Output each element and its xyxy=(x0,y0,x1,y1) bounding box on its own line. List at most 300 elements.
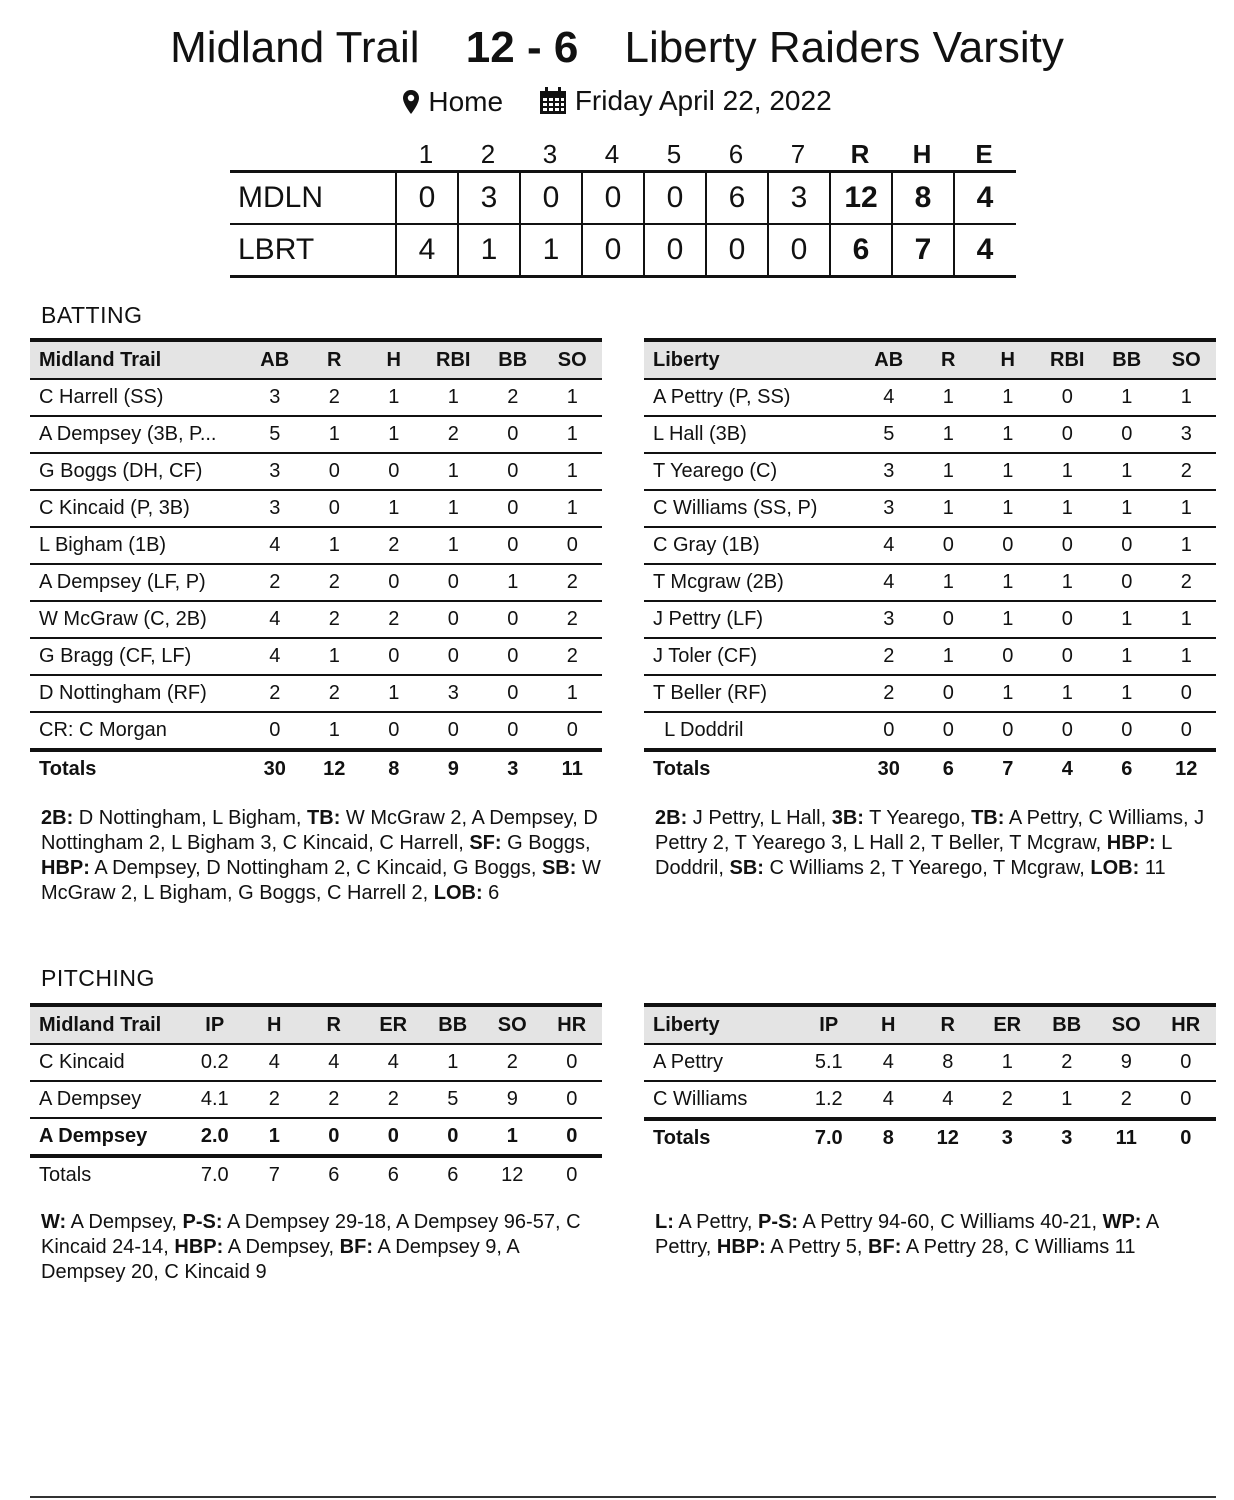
stat-value: 0 xyxy=(328,1125,340,1147)
table-row xyxy=(644,639,1216,676)
stat-value: 1 xyxy=(328,423,340,445)
stat-value: 6 xyxy=(942,758,954,780)
batting-table-liberty xyxy=(644,338,1216,787)
column-header: BB xyxy=(1052,1013,1082,1036)
stat-value: 1 xyxy=(1061,1088,1073,1110)
stat-value: 1 xyxy=(942,497,954,519)
stat-value: 5.1 xyxy=(814,1051,843,1073)
stat-value: 3 xyxy=(269,460,281,482)
inning-score: 6 xyxy=(705,173,767,223)
column-header: IP xyxy=(819,1013,839,1036)
stat-value: 4 xyxy=(269,645,281,667)
stat-value: 0 xyxy=(1002,645,1014,667)
note-label: P-S: xyxy=(182,1211,223,1233)
total-runs: 6 xyxy=(829,225,891,275)
player-name: A Dempsey (3B, P... xyxy=(39,423,217,445)
stat-value: 1 xyxy=(1002,571,1014,593)
note-text: A Pettry, xyxy=(655,1211,1159,1258)
note-label: 2B: xyxy=(655,807,688,829)
stat-value: 5 xyxy=(447,1088,459,1110)
table-row xyxy=(30,528,602,565)
batting-notes-midland xyxy=(41,806,601,906)
stat-value: 5 xyxy=(269,423,281,445)
note-text: A Pettry, xyxy=(673,1211,759,1233)
totals-row xyxy=(644,1121,1216,1156)
stat-value: 30 xyxy=(263,758,286,780)
stat-value: 12 xyxy=(323,758,346,780)
stat-value: 4 xyxy=(387,1051,399,1073)
column-header: H xyxy=(1000,348,1015,371)
inning-header: 4 xyxy=(604,139,620,169)
stat-value: 1 xyxy=(566,460,578,482)
stat-value: 9 xyxy=(1120,1051,1132,1073)
team-abbr: MDLN xyxy=(238,181,324,214)
stat-value: 1 xyxy=(388,423,400,445)
stat-value: 2 xyxy=(1061,1051,1073,1073)
stat-value: 0 xyxy=(269,719,281,741)
inning-score: 0 xyxy=(581,225,643,275)
errors-header: E xyxy=(975,139,993,169)
inning-score: 0 xyxy=(705,225,767,275)
stat-value: 0 xyxy=(1061,386,1073,408)
stat-value: 0 xyxy=(507,719,519,741)
team-name-header: Midland Trail xyxy=(39,1013,162,1036)
player-name: D Nottingham (RF) xyxy=(39,682,207,704)
player-name: J Toler (CF) xyxy=(653,645,758,667)
column-header: RBI xyxy=(1050,348,1085,371)
total-errors: 4 xyxy=(953,173,1015,223)
player-name: A Dempsey (LF, P) xyxy=(39,571,206,593)
stat-value: 0 xyxy=(1121,571,1133,593)
note-label: TB: xyxy=(971,807,1005,829)
totals-label: Totals xyxy=(653,758,711,780)
stat-value: 1 xyxy=(1002,608,1014,630)
stat-value: 4 xyxy=(269,608,281,630)
note-text: A Pettry 94-60, C Williams 40-21, xyxy=(798,1211,1103,1233)
stat-value: 1 xyxy=(566,386,578,408)
stat-value: 8 xyxy=(942,1051,954,1073)
inning-score: 0 xyxy=(643,225,705,275)
table-header xyxy=(30,338,602,380)
table-row xyxy=(644,491,1216,528)
stat-value: 3 xyxy=(883,608,895,630)
hits-header: H xyxy=(912,139,932,169)
stat-value: 3 xyxy=(1180,423,1192,445)
stat-value: 1 xyxy=(1121,460,1133,482)
stat-value: 3 xyxy=(269,386,281,408)
stat-value: 3 xyxy=(883,497,895,519)
total-runs: 12 xyxy=(829,173,891,223)
totals-row xyxy=(30,1158,602,1193)
note-label: LOB: xyxy=(1090,857,1140,879)
stat-value: 1 xyxy=(942,460,954,482)
stat-value: 0 xyxy=(507,497,519,519)
stat-value: 1 xyxy=(1002,682,1014,704)
column-header: SO xyxy=(1171,348,1201,371)
stat-value: 2 xyxy=(269,571,281,593)
stat-value: 2 xyxy=(566,645,578,667)
note-text: 6 xyxy=(482,882,500,904)
stat-value: 0.2 xyxy=(200,1051,229,1073)
stat-value: 0 xyxy=(507,608,519,630)
pitching-notes-midland xyxy=(41,1210,601,1285)
stat-value: 0 xyxy=(1121,423,1133,445)
stat-value: 1 xyxy=(1002,497,1014,519)
player-name: T Mcgraw (2B) xyxy=(653,571,784,593)
note-label: L: xyxy=(655,1211,674,1233)
pitching-section-label: PITCHING xyxy=(41,965,155,991)
stat-value: 0 xyxy=(942,608,954,630)
stat-value: 2 xyxy=(388,608,400,630)
stat-value: 1 xyxy=(1180,497,1192,519)
inning-score: 4 xyxy=(395,225,457,275)
note-label: SF: xyxy=(469,832,502,854)
note-text: G Boggs, xyxy=(501,832,591,854)
stat-value: 0 xyxy=(447,719,459,741)
player-name: C Williams (SS, P) xyxy=(653,497,818,519)
note-text: W McGraw 2, A Dempsey, D Nottingham 2, L Bigham 3, C Kincaid, C Harrell, xyxy=(41,807,598,854)
stat-value: 1 xyxy=(1001,1051,1013,1073)
stat-value: 6 xyxy=(387,1164,399,1186)
column-header: HR xyxy=(557,1013,587,1036)
stat-value: 0 xyxy=(1061,534,1073,556)
stat-value: 2.0 xyxy=(200,1125,229,1147)
stat-value: 1 xyxy=(1061,571,1073,593)
away-team-name: Liberty Raiders Varsity xyxy=(624,23,1064,72)
table-header xyxy=(30,1003,602,1045)
stat-value: 0 xyxy=(1061,719,1073,741)
stat-value: 0 xyxy=(566,1164,578,1186)
stat-value: 4 xyxy=(269,534,281,556)
stat-value: 0 xyxy=(942,534,954,556)
note-text: C Williams 2, T Yearego, T Mcgraw, xyxy=(763,857,1091,879)
player-name: T Yearego (C) xyxy=(653,460,778,482)
note-text: A Dempsey, xyxy=(223,1236,340,1258)
stat-value: 1 xyxy=(447,1051,459,1073)
note-label: BF: xyxy=(339,1236,373,1258)
table-row xyxy=(30,454,602,491)
stat-value: 1 xyxy=(942,386,954,408)
line-score-header xyxy=(230,136,1016,170)
team-abbr: LBRT xyxy=(238,233,315,266)
player-name: L Doddril xyxy=(653,719,744,741)
stat-value: 4 xyxy=(268,1051,280,1073)
stat-value: 4 xyxy=(882,1088,894,1110)
note-text: W McGraw 2, L Bigham, G Boggs, C Harrell 2, xyxy=(41,857,601,904)
stat-value: 2 xyxy=(328,608,340,630)
stat-value: 0 xyxy=(507,645,519,667)
player-name: C Harrell (SS) xyxy=(39,386,164,408)
line-score-row xyxy=(230,223,1016,275)
note-label: 2B: xyxy=(41,807,74,829)
column-header: RBI xyxy=(436,348,471,371)
stat-value: 1 xyxy=(447,497,459,519)
table-row xyxy=(644,454,1216,491)
note-label: HBP: xyxy=(174,1236,224,1258)
note-text: L Doddril, xyxy=(655,832,1172,879)
stat-value: 8 xyxy=(882,1127,894,1149)
stat-value: 0 xyxy=(1180,1051,1192,1073)
stat-value: 3 xyxy=(447,682,459,704)
stat-value: 2 xyxy=(1001,1088,1013,1110)
player-name: A Pettry (P, SS) xyxy=(653,386,791,408)
stat-value: 0 xyxy=(507,460,519,482)
final-score: 12 - 6 xyxy=(465,23,579,72)
stat-value: 4 xyxy=(883,386,895,408)
stat-value: 0 xyxy=(883,719,895,741)
stat-value: 2 xyxy=(507,386,519,408)
player-name: W McGraw (C, 2B) xyxy=(39,608,207,630)
pitcher-name: A Dempsey xyxy=(39,1125,148,1147)
note-text: A Dempsey, xyxy=(66,1211,183,1233)
stat-value: 9 xyxy=(506,1088,518,1110)
team-name-header: Midland Trail xyxy=(39,348,162,371)
stat-value: 2 xyxy=(268,1088,280,1110)
inning-score: 3 xyxy=(767,173,829,223)
inning-score: 3 xyxy=(457,173,519,223)
note-label: TB: xyxy=(307,807,341,829)
note-text: 11 xyxy=(1139,857,1166,879)
stat-value: 3 xyxy=(1061,1127,1073,1149)
stat-value: 6 xyxy=(447,1164,459,1186)
stat-value: 0 xyxy=(942,682,954,704)
table-row xyxy=(30,1045,602,1082)
stat-value: 3 xyxy=(883,460,895,482)
inning-score: 0 xyxy=(519,173,581,223)
table-row xyxy=(30,639,602,676)
stat-value: 1 xyxy=(1180,534,1192,556)
note-text: A Dempsey 29-18, A Dempsey 96-57, C Kincaid 24-14, xyxy=(41,1211,581,1258)
inning-score: 0 xyxy=(767,225,829,275)
stat-value: 2 xyxy=(883,682,895,704)
stat-value: 1 xyxy=(566,497,578,519)
stat-value: 3 xyxy=(507,758,519,780)
column-header: BB xyxy=(438,1013,468,1036)
stat-value: 2 xyxy=(566,571,578,593)
runs-header: R xyxy=(850,139,870,169)
stat-value: 0 xyxy=(388,571,400,593)
stat-value: 4 xyxy=(328,1051,340,1073)
player-name: J Pettry (LF) xyxy=(653,608,764,630)
stat-value: 1 xyxy=(328,534,340,556)
stat-value: 0 xyxy=(566,534,578,556)
totals-row xyxy=(644,752,1216,787)
column-header: R xyxy=(326,1013,341,1036)
stat-value: 4.1 xyxy=(200,1088,229,1110)
stat-value: 0 xyxy=(566,1088,578,1110)
stat-value: 0 xyxy=(1002,534,1014,556)
stat-value: 2 xyxy=(388,534,400,556)
stat-value: 0 xyxy=(1180,719,1192,741)
stat-value: 0 xyxy=(447,571,459,593)
column-header: BB xyxy=(1112,348,1142,371)
stat-value: 0 xyxy=(388,719,400,741)
stat-value: 7 xyxy=(1002,758,1014,780)
game-info xyxy=(0,84,1234,123)
date-info xyxy=(539,84,832,118)
line-score xyxy=(230,136,1016,278)
stat-value: 1 xyxy=(942,423,954,445)
player-name: C Gray (1B) xyxy=(653,534,760,556)
stat-value: 1 xyxy=(1002,460,1014,482)
table-row xyxy=(644,1082,1216,1121)
batting-table-midland xyxy=(30,338,602,787)
stat-value: 1 xyxy=(1061,682,1073,704)
stat-value: 5 xyxy=(883,423,895,445)
stat-value: 30 xyxy=(877,758,900,780)
player-name: G Bragg (CF, LF) xyxy=(39,645,192,667)
stat-value: 2 xyxy=(1180,460,1192,482)
stat-value: 7.0 xyxy=(814,1127,843,1149)
inning-header: 5 xyxy=(666,139,682,169)
totals-row xyxy=(30,752,602,787)
stat-value: 1 xyxy=(1121,497,1133,519)
stat-value: 1 xyxy=(447,386,459,408)
column-header: R xyxy=(327,348,342,371)
stat-value: 1 xyxy=(1002,423,1014,445)
stat-value: 0 xyxy=(566,1051,578,1073)
player-name: L Hall (3B) xyxy=(653,423,747,445)
stat-value: 0 xyxy=(1180,1127,1192,1149)
stat-value: 1 xyxy=(1061,460,1073,482)
note-label: LOB: xyxy=(433,882,483,904)
team-name-header: Liberty xyxy=(653,1013,720,1036)
inning-score: 0 xyxy=(581,173,643,223)
stat-value: 2 xyxy=(328,1088,340,1110)
note-text: A Pettry 28, C Williams 11 xyxy=(901,1236,1136,1258)
stat-value: 1 xyxy=(447,534,459,556)
column-header: SO xyxy=(497,1013,527,1036)
stat-value: 2 xyxy=(328,571,340,593)
player-name: L Bigham (1B) xyxy=(39,534,167,556)
player-name: T Beller (RF) xyxy=(653,682,768,704)
stat-value: 12 xyxy=(1175,758,1198,780)
inning-score: 1 xyxy=(519,225,581,275)
stat-value: 2 xyxy=(883,645,895,667)
stat-value: 1 xyxy=(566,423,578,445)
stat-value: 1 xyxy=(388,386,400,408)
stat-value: 1 xyxy=(1121,682,1133,704)
pitcher-name: A Dempsey xyxy=(39,1088,142,1110)
stat-value: 1 xyxy=(388,497,400,519)
table-row xyxy=(644,565,1216,602)
stat-value: 0 xyxy=(1061,423,1073,445)
table-row xyxy=(30,565,602,602)
table-row xyxy=(644,676,1216,713)
stat-value: 2 xyxy=(506,1051,518,1073)
table-row xyxy=(30,1119,602,1158)
stat-value: 0 xyxy=(1061,608,1073,630)
stat-value: 1 xyxy=(1180,386,1192,408)
stat-value: 1 xyxy=(507,571,519,593)
note-text: A Dempsey 9, A Dempsey 20, C Kincaid 9 xyxy=(41,1236,519,1283)
stat-value: 0 xyxy=(328,497,340,519)
player-name: CR: C Morgan xyxy=(39,719,167,741)
stat-value: 4 xyxy=(1061,758,1073,780)
stat-value: 1 xyxy=(942,571,954,593)
player-name: G Boggs (DH, CF) xyxy=(39,460,203,482)
total-hits: 8 xyxy=(891,173,953,223)
stat-value: 11 xyxy=(1115,1127,1137,1149)
note-text: D Nottingham, L Bigham, xyxy=(73,807,308,829)
stat-value: 11 xyxy=(561,758,583,780)
stat-value: 0 xyxy=(1121,534,1133,556)
note-label: 3B: xyxy=(831,807,864,829)
inning-header: 2 xyxy=(480,139,496,169)
page-divider xyxy=(30,1496,1216,1498)
note-label: HBP: xyxy=(41,857,90,879)
total-hits: 7 xyxy=(891,225,953,275)
line-score-row xyxy=(230,173,1016,223)
note-label: WP: xyxy=(1102,1211,1142,1233)
note-label: P-S: xyxy=(758,1211,799,1233)
column-header: R xyxy=(941,348,956,371)
stat-value: 2 xyxy=(447,423,459,445)
column-header: BB xyxy=(498,348,528,371)
map-pin-icon xyxy=(402,89,420,115)
column-header: H xyxy=(386,348,401,371)
inning-header: 6 xyxy=(728,139,744,169)
table-row xyxy=(644,602,1216,639)
table-row xyxy=(30,380,602,417)
stat-value: 1 xyxy=(1121,386,1133,408)
pitcher-name: C Kincaid xyxy=(39,1051,125,1073)
stat-value: 2 xyxy=(566,608,578,630)
note-label: BF: xyxy=(868,1236,902,1258)
inning-header: 3 xyxy=(542,139,558,169)
inning-score: 0 xyxy=(643,173,705,223)
stat-value: 0 xyxy=(507,682,519,704)
stat-value: 3 xyxy=(1001,1127,1013,1149)
table-row xyxy=(644,528,1216,565)
stat-value: 1 xyxy=(942,645,954,667)
column-header: R xyxy=(940,1013,955,1036)
stat-value: 1 xyxy=(328,645,340,667)
totals-label: Totals xyxy=(39,758,97,780)
note-text: A Dempsey, D Nottingham 2, C Kincaid, G Boggs, xyxy=(89,857,542,879)
stat-value: 12 xyxy=(936,1127,959,1149)
batting-section-label: BATTING xyxy=(41,302,143,328)
stat-value: 0 xyxy=(1061,645,1073,667)
stat-value: 1 xyxy=(447,460,459,482)
pitching-notes-liberty xyxy=(655,1210,1215,1260)
date-text: Friday April 22, 2022 xyxy=(574,85,832,116)
stat-value: 1 xyxy=(328,719,340,741)
stat-value: 0 xyxy=(447,645,459,667)
pitching-table-midland xyxy=(30,1003,602,1193)
table-row xyxy=(30,676,602,713)
stat-value: 2 xyxy=(1180,571,1192,593)
stat-value: 8 xyxy=(388,758,400,780)
stat-value: 0 xyxy=(507,534,519,556)
location-info xyxy=(402,85,503,119)
stat-value: 2 xyxy=(387,1088,399,1110)
note-label: SB: xyxy=(729,857,764,879)
stat-value: 0 xyxy=(1002,719,1014,741)
stat-value: 1 xyxy=(1180,608,1192,630)
stat-value: 3 xyxy=(269,497,281,519)
table-row xyxy=(30,417,602,454)
stat-value: 1 xyxy=(1121,608,1133,630)
column-header: SO xyxy=(557,348,587,371)
stat-value: 9 xyxy=(447,758,459,780)
stat-value: 1 xyxy=(268,1125,280,1147)
stat-value: 1.2 xyxy=(814,1088,843,1110)
team-name-header: Liberty xyxy=(653,348,720,371)
stat-value: 0 xyxy=(388,645,400,667)
table-row xyxy=(30,491,602,528)
stat-value: 7.0 xyxy=(200,1164,229,1186)
